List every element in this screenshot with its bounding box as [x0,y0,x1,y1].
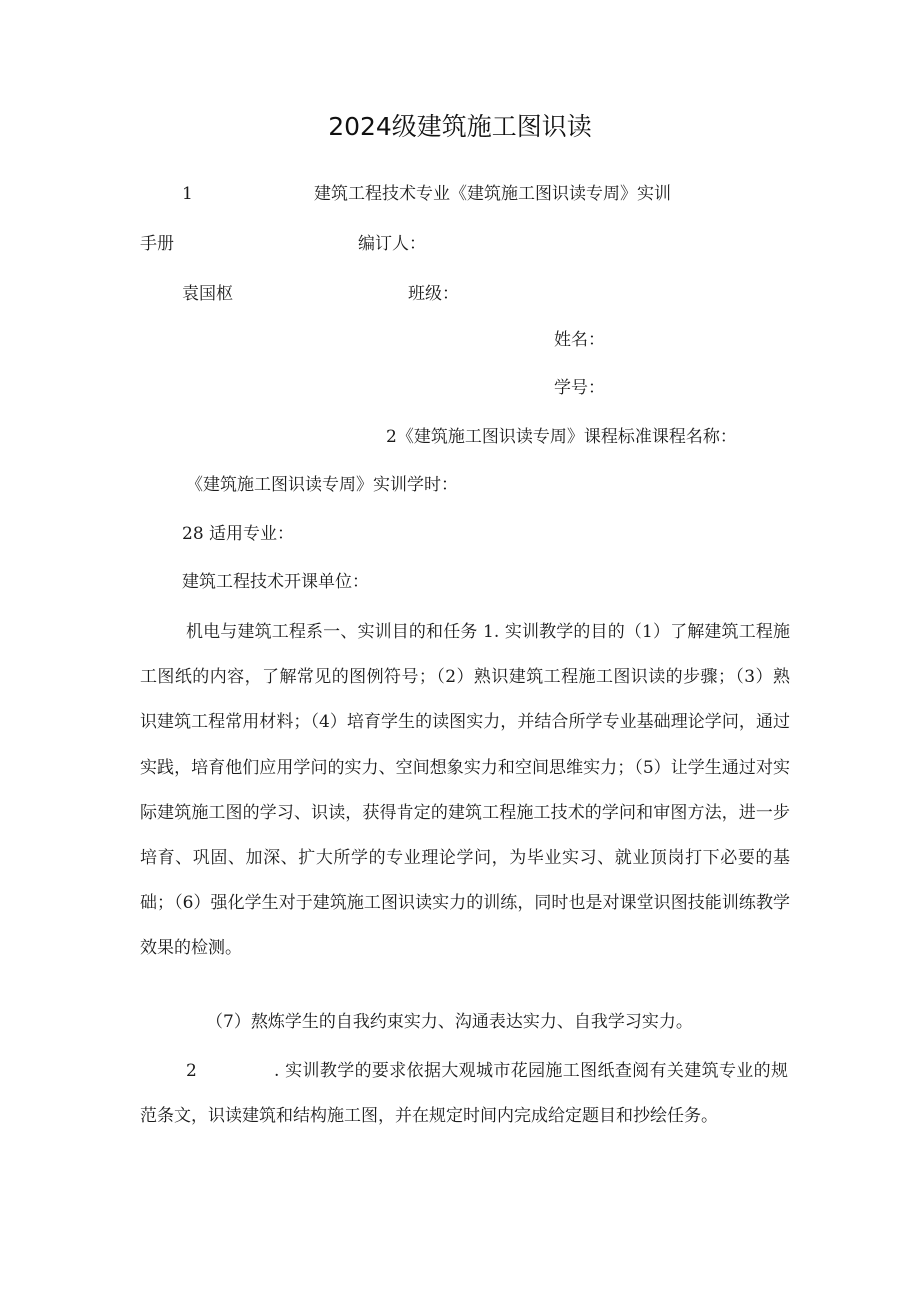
course-standard-line: 2《建筑施工图识读专周》课程标准课程名称： [386,427,737,447]
requirement-number: 2 [186,1061,197,1081]
paragraph-item7: （7）熬炼学生的自我约束实力、沟通表达实力、自我学习实力。 [206,1012,693,1032]
manual-label: 手册 [140,234,174,254]
hours-major-line: 28 适用专业： [182,524,295,544]
name-label: 姓名： [554,330,605,350]
editor-label: 编订人： [358,234,426,254]
editor-name: 袁国枢 [182,284,233,304]
class-label: 班级： [408,284,459,304]
paragraph-objectives: 机电与建筑工程系一、实训目的和任务 1. 实训教学的目的（1）了解建筑工程施工图纸的内容，了解常见的图例符号；（2）熟识建筑工程施工图识读的步骤；（3）熟识建筑工程常用材料；（4）培育学生的读图实力，并结合所学专业基础理论学问，通过实践，培育他们应用学问的实力、空间想象实力和空间思维实力；（5）让学生通过对实际建筑施工图的学习、识读，获得肯定的建筑工程施工技术的学问和审图方法，进一步培育、巩固、加深、扩大所学的专业理论学问，为毕业实习、就业顶岗打下必要的基础；（6）强化学生对于建筑施工图识读实力的训练，同时也是对课堂识图技能训练教学效果的检测。 [140,622,790,959]
item1-text: 建筑工程技术专业《建筑施工图识读专周》实训 [314,184,671,204]
major-unit-line: 建筑工程技术开课单位： [182,572,369,592]
student-id-label: 学号： [554,378,605,398]
item1-number: 1 [182,184,193,204]
paragraph-requirements: . 实训教学的要求依据大观城市花园施工图纸查阅有关建筑专业的规范条文，识读建筑和结构施工图，并在规定时间内完成给定题目和抄绘任务。 [140,1061,788,1127]
course-name-hours-line: 《建筑施工图识读专周》实训学时： [186,475,458,495]
document-title: 2024级建筑施工图识读 [328,112,592,141]
